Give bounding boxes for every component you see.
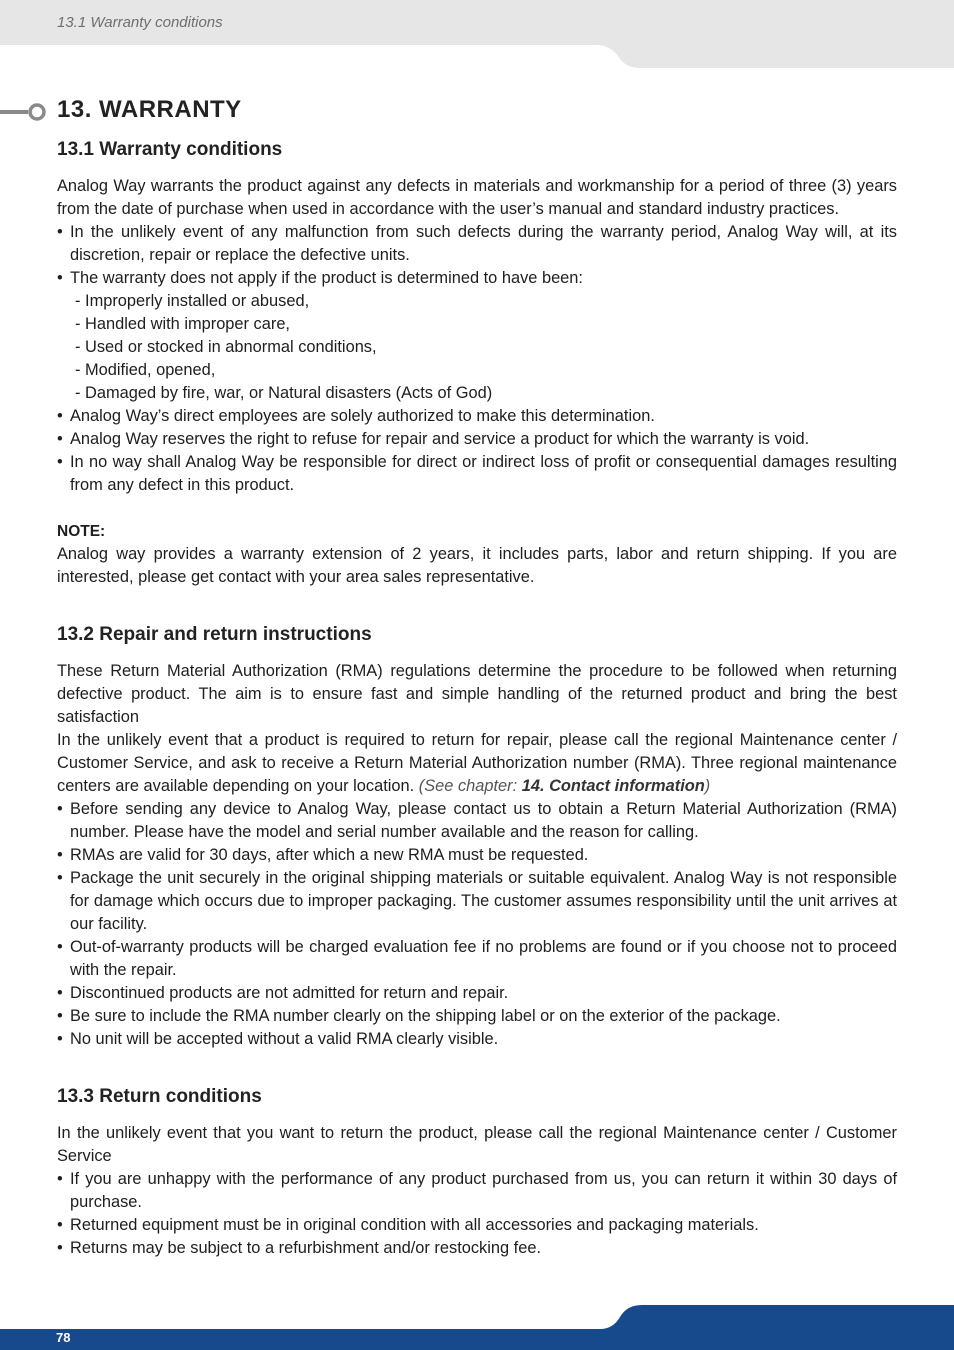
chapter-title: 13. WARRANTY [57, 96, 242, 123]
list-item: • Out-of-warranty products will be charged evaluation fee if no problems are found or if you choose not to proceed with the repair. [57, 936, 897, 982]
return-list [57, 1168, 897, 1260]
sub-list-item: - Used or stocked in abnormal conditions, [75, 338, 377, 356]
list-item: • Discontinued products are not admitted for return and repair. [57, 982, 897, 1005]
sub-list-item: - Modified, opened, [75, 361, 216, 379]
section-title-repair-return: 13.2 Repair and return instructions [57, 624, 372, 645]
list-item: • Returned equipment must be in original condition with all accessories and packaging materials. [57, 1214, 897, 1237]
list-item: • Returns may be subject to a refurbishment and/or restocking fee. [57, 1237, 897, 1260]
list-item: • Before sending any device to Analog Way, please contact us to obtain a Return Material Authorization (RMA) number. Please have the model and serial number available and the reason for calling. [57, 798, 897, 844]
return-intro: In the unlikely event that you want to return the product, please call the regional Maintenance center / Customer Service [57, 1124, 897, 1165]
see-chapter-prefix: (See chapter: [418, 777, 522, 795]
footer-band-shape [0, 1305, 954, 1350]
list-item: • Analog Way reserves the right to refuse for repair and service a product for which the warranty is void. [57, 428, 897, 451]
page-content [57, 93, 897, 1260]
chapter-connector-icon [0, 101, 48, 123]
running-header: 13.1 Warranty conditions [57, 14, 223, 31]
warranty-intro: Analog Way warrants the product against any defects in materials and workmanship for a period of three (3) years from the date of purchase when used in accordance with the user’s manual and standard industry practices. [57, 177, 897, 218]
sub-list-item: - Handled with improper care, [75, 315, 290, 333]
list-item: • No unit will be accepted without a valid RMA clearly visible. [57, 1028, 897, 1051]
note-label: NOTE: [57, 523, 106, 540]
rma-procedure-text: In the unlikely event that a product is required to return for repair, please call the regional Maintenance center / Customer Service, and ask to receive a Return Material Authorization number (RMA). Three regional maintenance centers are available depending on your location. [57, 731, 897, 795]
list-item: • Analog Way’s direct employees are solely authorized to make this determination. [57, 405, 897, 428]
list-item: • Package the unit securely in the original shipping materials or suitable equivalent. Analog Way is not responsible for damage which occurs due to improper packaging. The customer assumes responsibility until the unit arrives at our facility. [57, 867, 897, 936]
warranty-list [57, 221, 897, 497]
list-item: • Be sure to include the RMA number clearly on the shipping label or on the exterior of the package. [57, 1005, 897, 1028]
see-chapter-suffix: ) [704, 777, 711, 795]
header-band-shape [0, 0, 954, 68]
section-title-return-conditions: 13.3 Return conditions [57, 1086, 262, 1107]
page-number: 78 [56, 1330, 71, 1345]
rma-procedure [57, 729, 897, 798]
list-item: • In the unlikely event of any malfunction from such defects during the warranty period, Analog Way will, at its discretion, repair or replace the defective units. [57, 221, 897, 267]
list-item: • In no way shall Analog Way be responsible for direct or indirect loss of profit or consequential damages resulting from any defect in this product. [57, 451, 897, 497]
list-item: • RMAs are valid for 30 days, after which a new RMA must be requested. [57, 844, 897, 867]
list-item: • If you are unhappy with the performance of any product purchased from us, you can return it within 30 days of purchase. [57, 1168, 897, 1214]
footer-band [0, 1304, 954, 1350]
header-band [0, 0, 954, 70]
rma-list [57, 798, 897, 1051]
contact-information-link[interactable]: 14. Contact information [521, 777, 705, 795]
sub-list-item: - Improperly installed or abused, [75, 292, 310, 310]
list-item: • The warranty does not apply if the product is determined to have been: [57, 267, 897, 290]
section-title-warranty-conditions: 13.1 Warranty conditions [57, 139, 283, 160]
rma-intro: These Return Material Authorization (RMA) regulations determine the procedure to be followed when returning defective product. The aim is to ensure fast and simple handling of the returned product and bring the best satisfaction [57, 662, 897, 726]
sub-list-item: - Damaged by fire, war, or Natural disasters (Acts of God) [75, 384, 493, 402]
note-text: Analog way provides a warranty extension of 2 years, it includes parts, labor and return shipping. If you are interested, please get contact with your area sales representative. [57, 545, 897, 586]
